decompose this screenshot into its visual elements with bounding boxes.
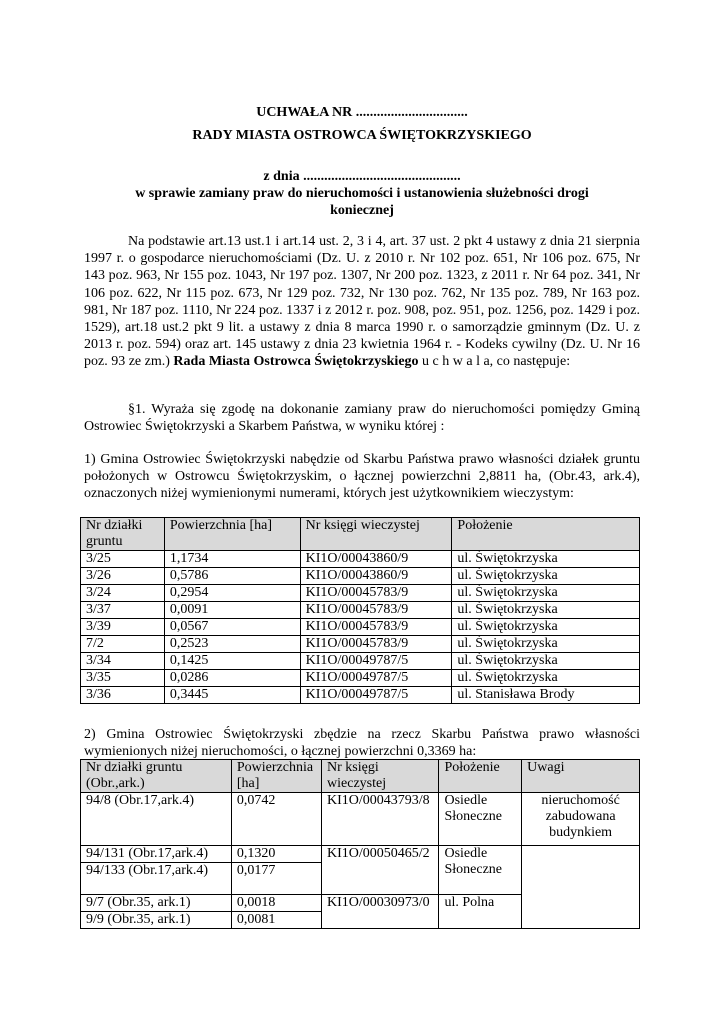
table-row [81, 846, 640, 863]
column-header: Nr działki gruntu [81, 518, 165, 551]
area-cell: 0,0286 [164, 670, 300, 687]
area-cell: 1,1734 [164, 551, 300, 568]
location-cell: ul. Polna [439, 895, 522, 929]
table-row [81, 636, 640, 653]
remarks-cell: nieruchomość zabudowana budynkiem [522, 793, 640, 846]
area-cell: 0,2954 [164, 585, 300, 602]
table-row [81, 602, 640, 619]
council-bold: Rada Miasta Ostrowca Świętokrzyskiego [173, 354, 419, 370]
table-row [81, 687, 640, 704]
land-register-cell: KI1O/00045783/9 [300, 602, 452, 619]
parcel-number-cell: 94/131 (Obr.17,ark.4) [81, 846, 232, 863]
table-row [81, 585, 640, 602]
column-header: Powierzchnia [ha] [231, 760, 321, 793]
parcel-number-cell: 3/34 [81, 653, 165, 670]
parcel-number-cell: 3/35 [81, 670, 165, 687]
preamble-text: Na podstawie art.13 ust.1 i art.14 ust. 2, 3 i 4, art. 37 ust. 2 pkt 4 ustawy z dnia 21 sierpnia 1997 r. o gospodarce nieruchomościami (Dz. U. z 2010 r. Nr 102 poz. 651, Nr 106 poz. 675, Nr 143 poz. 963, Nr 155 poz. 1043, Nr 197 poz. 1307, Nr 200 poz. 1323, z 2011 r. Nr 64 poz. 341, Nr 106 poz. 622, Nr 115 poz. 673, Nr 129 poz. 732, Nr 130 poz. 762, Nr 135 poz. 789, Nr 163 poz. 981, Nr 187 poz. 1110, Nr 224 poz. 1337 i z 2012 r. poz. 908, poz. 951, poz. 1256, poz. 1429 i poz. 1529), art.18 ust.2 pkt 9 lit. a ustawy z dnia 8 marca 1990 r. o samorządzie gminnym (Dz. U. z 2013 r. poz. 594) oraz art. 145 ustawy z dnia 23 kwietnia 1964 r. - Kodeks cywilny (Dz. U. Nr 16 poz. 93 ze zm.) [84, 234, 640, 370]
land-register-cell: KI1O/00030973/0 [322, 895, 439, 929]
location-cell: Osiedle Słoneczne [439, 793, 522, 846]
land-register-cell: KI1O/00045783/9 [300, 619, 452, 636]
parcel-number-cell: 3/26 [81, 568, 165, 585]
parcel-number-cell: 3/36 [81, 687, 165, 704]
land-register-cell: KI1O/00049787/5 [300, 653, 452, 670]
parcel-number-cell: 7/2 [81, 636, 165, 653]
area-cell: 0,2523 [164, 636, 300, 653]
preamble-paragraph [84, 233, 640, 371]
area-cell: 0,0018 [231, 895, 321, 912]
table-row [81, 619, 640, 636]
parcel-number-cell: 94/133 (Obr.17,ark.4) [81, 863, 232, 895]
area-cell: 0,0081 [231, 912, 321, 929]
area-cell: 0,0091 [164, 602, 300, 619]
location-cell: ul. Świętokrzyska [452, 568, 640, 585]
parcel-number-cell: 3/25 [81, 551, 165, 568]
area-cell: 0,5786 [164, 568, 300, 585]
location-cell: ul. Świętokrzyska [452, 670, 640, 687]
table-header-row [81, 760, 640, 793]
land-register-cell: KI1O/00043860/9 [300, 568, 452, 585]
area-cell: 0,1320 [231, 846, 321, 863]
land-register-cell: KI1O/00045783/9 [300, 636, 452, 653]
location-cell: ul. Świętokrzyska [452, 585, 640, 602]
area-cell: 0,0177 [231, 863, 321, 895]
point-1: 1) Gmina Ostrowiec Świętokrzyski nabędzie od Skarbu Państwa prawo własności działek gruntu położonych w Ostrowcu Świętokrzyskim, o łącznej powierzchni 2,8811 ha, (Obr.43, ark.4), oznaczonych niżej wymienionymi numerami, których jest użytkownikiem wieczystym: [84, 452, 640, 502]
parcels-disposed-table [80, 759, 640, 929]
table-row [81, 793, 640, 846]
resolution-subject-line2: koniecznej [330, 203, 394, 218]
area-cell: 0,0567 [164, 619, 300, 636]
area-cell: 0,3445 [164, 687, 300, 704]
land-register-cell: KI1O/00049787/5 [300, 670, 452, 687]
location-cell: ul. Świętokrzyska [452, 551, 640, 568]
column-header: Nr działki gruntu (Obr.,ark.) [81, 760, 232, 793]
area-cell: 0,1425 [164, 653, 300, 670]
parcel-number-cell: 3/39 [81, 619, 165, 636]
parcel-number-cell: 3/37 [81, 602, 165, 619]
location-cell: ul. Stanisława Brody [452, 687, 640, 704]
table-row [81, 653, 640, 670]
column-header: Nr księgi wieczystej [322, 760, 439, 793]
point-2: 2) Gmina Ostrowiec Świętokrzyski zbędzie na rzecz Skarbu Państwa prawo własności wymienionych niżej nieruchomości, o łącznej powierzchni 0,3369 ha: [84, 727, 640, 760]
parcel-number-cell: 9/9 (Obr.35, ark.1) [81, 912, 232, 929]
location-cell: ul. Świętokrzyska [452, 602, 640, 619]
council-name: RADY MIASTA OSTROWCA ŚWIĘTOKRZYSKIEGO [192, 128, 532, 143]
land-register-cell: KI1O/00043860/9 [300, 551, 452, 568]
column-header: Położenie [439, 760, 522, 793]
land-register-cell: KI1O/00045783/9 [300, 585, 452, 602]
land-register-cell: KI1O/00050465/2 [322, 846, 439, 895]
section-1: §1. Wyraża się zgodę na dokonanie zamiany praw do nieruchomości pomiędzy Gminą Ostrowiec Świętokrzyski a Skarbem Państwa, w wyniku której : [84, 402, 640, 435]
column-header: Powierzchnia [ha] [164, 518, 300, 551]
table-row [81, 551, 640, 568]
parcel-number-cell: 94/8 (Obr.17,ark.4) [81, 793, 232, 846]
preamble-tail: u c h w a l a, co następuje: [418, 354, 571, 370]
location-cell: Osiedle Słoneczne [439, 846, 522, 895]
column-header: Położenie [452, 518, 640, 551]
parcel-number-cell: 9/7 (Obr.35, ark.1) [81, 895, 232, 912]
parcels-acquired-table [80, 517, 640, 704]
location-cell: ul. Świętokrzyska [452, 653, 640, 670]
location-cell: ul. Świętokrzyska [452, 619, 640, 636]
table-row [81, 670, 640, 687]
location-cell: ul. Świętokrzyska [452, 636, 640, 653]
column-header: Nr księgi wieczystej [300, 518, 452, 551]
resolution-number: UCHWAŁA NR ................................ [256, 105, 468, 120]
parcel-number-cell: 3/24 [81, 585, 165, 602]
remarks-cell [522, 846, 640, 929]
table-row [81, 568, 640, 585]
area-cell: 0,0742 [231, 793, 321, 846]
table-header-row [81, 518, 640, 551]
column-header: Uwagi [522, 760, 640, 793]
land-register-cell: KI1O/00049787/5 [300, 687, 452, 704]
resolution-date: z dnia ............................................. [263, 169, 461, 184]
resolution-subject-line1: w sprawie zamiany praw do nieruchomości i ustanowienia służebności drogi [135, 186, 589, 201]
land-register-cell: KI1O/00043793/8 [322, 793, 439, 846]
